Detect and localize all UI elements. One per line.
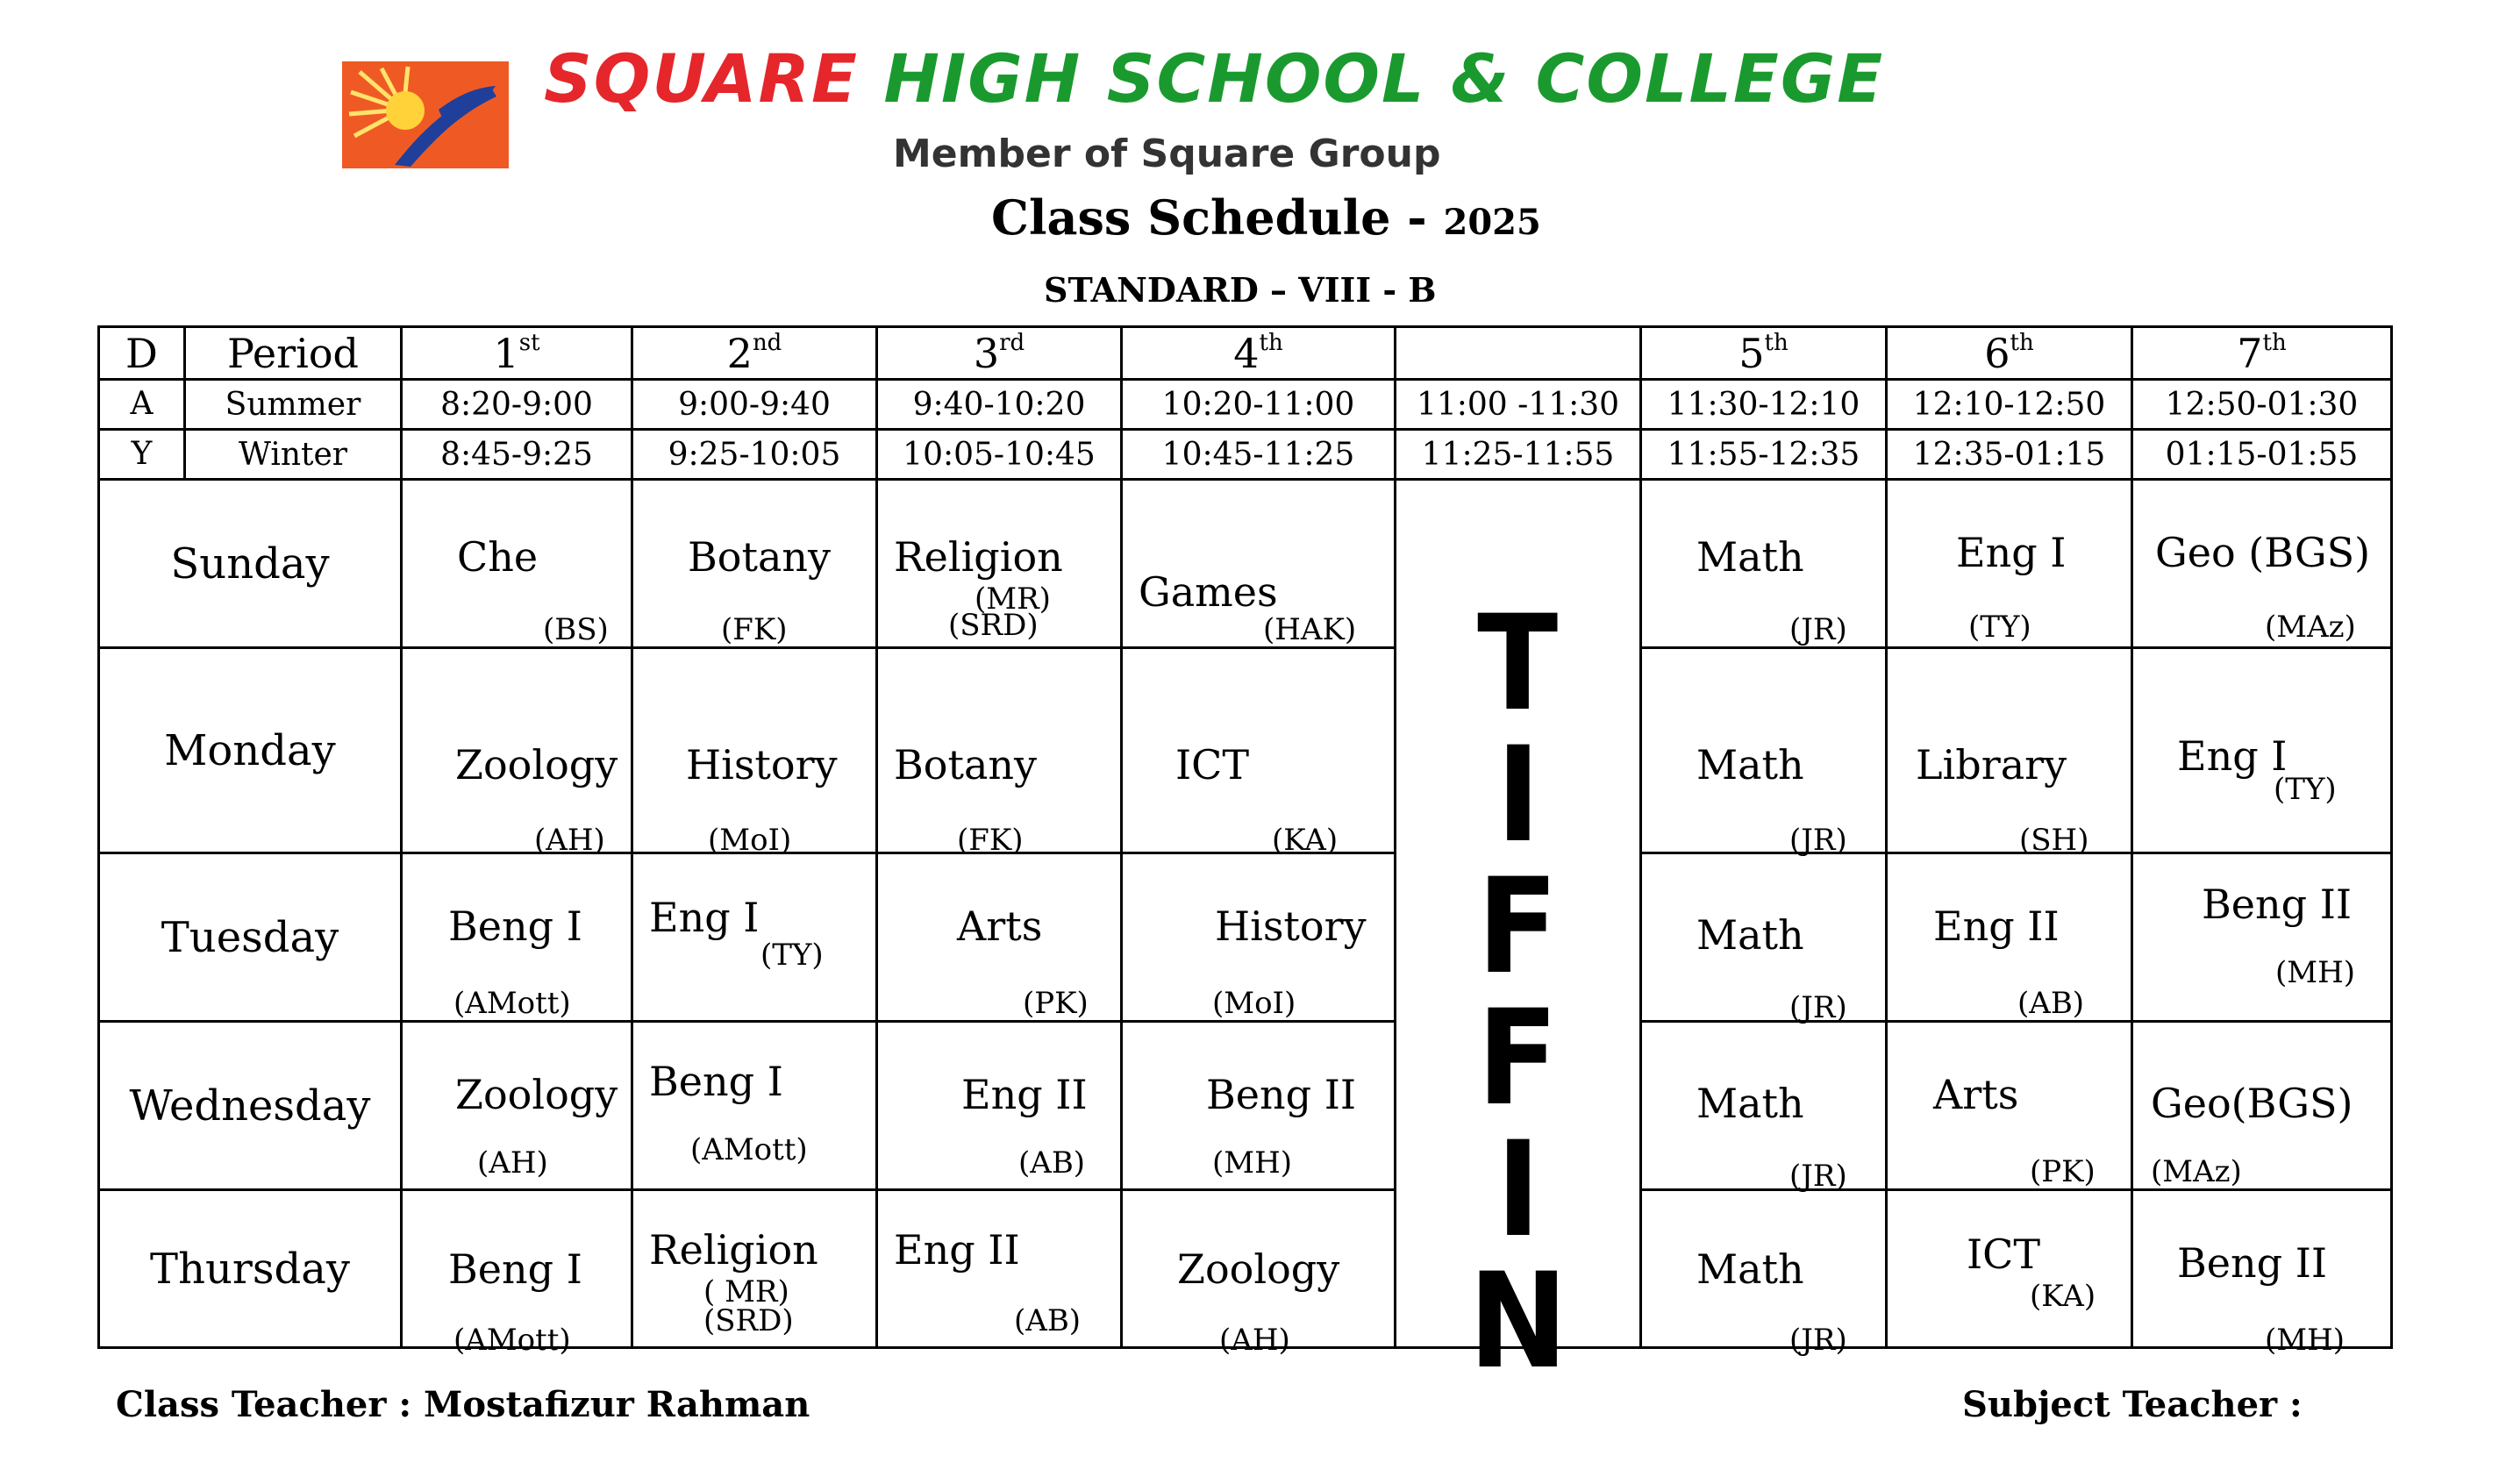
class-slot — [2132, 648, 2392, 853]
winter-time: 10:05-10:45 — [877, 430, 1122, 480]
class-schedule-table — [97, 325, 2393, 1398]
period-number: 4 — [1233, 329, 1260, 377]
teacher-code: (PK) — [2030, 1154, 2096, 1189]
class-slot — [1641, 480, 1887, 648]
class-slot — [402, 1022, 632, 1190]
class-slot — [2132, 1190, 2392, 1358]
subject: Library — [1916, 741, 2067, 788]
teacher-code: (AB) — [1014, 1303, 1082, 1338]
class-slot — [1122, 648, 1396, 858]
teacher-code: (JR) — [1789, 1323, 1847, 1358]
winter-time: 10:45-11:25 — [1122, 430, 1396, 480]
teacher-code: (MAz) — [2151, 1154, 2242, 1189]
teacher-code: (HAK) — [1263, 612, 1357, 647]
teacher-code: (JR) — [1789, 823, 1847, 858]
period-number: 3 — [973, 329, 1000, 377]
teacher-code: (JR) — [1789, 1159, 1847, 1194]
class-slot — [1887, 1190, 2132, 1348]
winter-time: 9:25-10:05 — [632, 430, 877, 480]
period-suffix: th — [2262, 329, 2287, 356]
summer-time: 8:20-9:00 — [402, 380, 632, 430]
subject: Beng II — [1206, 1071, 1357, 1118]
day-name: Monday — [99, 648, 402, 853]
teacher-code: ( MR) — [703, 1274, 789, 1309]
header-row — [99, 327, 2392, 380]
subject: Beng I — [448, 1245, 582, 1293]
period-number: 7 — [2237, 329, 2263, 377]
class-slot — [2132, 853, 2392, 1022]
subject: Zoology — [455, 1071, 618, 1118]
subject-teacher: Subject Teacher : — [1962, 1384, 2303, 1425]
period-header — [632, 327, 877, 380]
school-name-part2: HIGH SCHOOL & COLLEGE — [883, 39, 1885, 118]
tiffin-letter: I — [1496, 1113, 1540, 1266]
subject: History — [1215, 903, 1367, 950]
teacher-code: (MoI) — [708, 823, 792, 858]
subject: Botany — [894, 741, 1038, 788]
class-slot — [1887, 1022, 2132, 1190]
day-name: Sunday — [99, 480, 402, 648]
period-number: 5 — [1739, 329, 1765, 377]
teacher-code: (AMott) — [453, 986, 571, 1021]
subject: Religion — [894, 533, 1063, 581]
period-header — [1641, 327, 1887, 380]
teacher-code: (SH) — [2019, 823, 2089, 858]
tiffin-letter: N — [1467, 1245, 1567, 1398]
teacher-code: (AH) — [1219, 1323, 1290, 1358]
subject: Arts — [1933, 1071, 2019, 1118]
subject: Math — [1696, 741, 1804, 788]
class-slot — [402, 648, 632, 858]
subject: Eng II — [1933, 903, 2060, 950]
class-slot — [1641, 648, 1887, 858]
summer-time: 12:10-12:50 — [1887, 380, 2132, 430]
class-slot — [877, 853, 1122, 1022]
period-number: 2 — [726, 329, 753, 377]
teacher-code: (AB) — [2017, 986, 2085, 1021]
class-teacher: Class Teacher : Mostafizur Rahman — [116, 1384, 810, 1425]
subject: Eng I — [649, 894, 760, 941]
teacher-code: (TY) — [760, 938, 824, 973]
day-letter: A — [99, 380, 185, 430]
day-row — [99, 480, 2392, 648]
summer-label: Summer — [185, 380, 402, 430]
period-suffix: rd — [999, 329, 1025, 356]
teacher-code: (MoI) — [1212, 986, 1296, 1021]
class-slot — [632, 1022, 877, 1190]
school-logo — [342, 61, 509, 168]
day-row — [99, 1022, 2392, 1190]
subject: Eng I — [2177, 732, 2288, 780]
teacher-code: (JR) — [1789, 990, 1847, 1025]
subject: ICT — [1175, 741, 1250, 788]
period-number: 6 — [1984, 329, 2010, 377]
class-slot — [632, 853, 877, 1022]
summer-time: 10:20-11:00 — [1122, 380, 1396, 430]
class-slot — [877, 1022, 1122, 1190]
class-slot — [1641, 853, 1887, 1025]
class-slot — [877, 1190, 1122, 1348]
winter-time: 11:55-12:35 — [1641, 430, 1887, 480]
period-header — [1396, 327, 1641, 380]
teacher-code: (AH) — [477, 1145, 548, 1181]
class-slot — [632, 648, 877, 858]
tiffin-letters — [1396, 587, 1639, 1398]
subject: Geo(BGS) — [2151, 1080, 2353, 1127]
schedule-title-text: Class Schedule - — [991, 189, 1427, 246]
teacher-code-2: (SRD) — [948, 608, 1039, 643]
subject: ICT — [1967, 1231, 2041, 1278]
teacher-code: (AMott) — [453, 1323, 571, 1358]
class-slot — [632, 480, 877, 648]
schedule-year: 2025 — [1443, 202, 1541, 243]
day-letter: Y — [99, 430, 185, 480]
class-slot — [1122, 1190, 1396, 1358]
class-slot — [2132, 480, 2392, 648]
subject: History — [686, 741, 838, 788]
summer-time: 11:00 -11:30 — [1396, 380, 1641, 430]
day-row — [99, 648, 2392, 853]
subject: Che — [457, 533, 539, 581]
class-slot — [877, 648, 1122, 858]
subject: Math — [1696, 533, 1804, 581]
school-name — [544, 39, 1885, 118]
period-suffix: th — [2010, 329, 2034, 356]
subject: Math — [1696, 1080, 1804, 1127]
winter-time: 8:45-9:25 — [402, 430, 632, 480]
header-row — [99, 380, 2392, 430]
teacher-code: (KA) — [1272, 823, 1339, 858]
day-row — [99, 1190, 2392, 1348]
subject: Botany — [688, 533, 832, 581]
subject: Beng II — [2202, 881, 2353, 928]
class-slot — [632, 1190, 877, 1348]
summer-time: 9:00-9:40 — [632, 380, 877, 430]
period-suffix: th — [1764, 329, 1789, 356]
day-name: Wednesday — [99, 1022, 402, 1190]
class-slot — [877, 480, 1122, 648]
winter-time: 01:15-01:55 — [2132, 430, 2392, 480]
teacher-code: (PK) — [1023, 986, 1089, 1021]
class-slot — [1122, 853, 1396, 1022]
subject: Zoology — [1177, 1245, 1340, 1293]
tiffin-letter: I — [1496, 718, 1540, 872]
teacher-code: (AB) — [1018, 1145, 1086, 1181]
teacher-code: (JR) — [1789, 612, 1847, 647]
period-suffix: st — [518, 329, 540, 356]
class-slot — [402, 1190, 632, 1358]
winter-label: Winter — [185, 430, 402, 480]
subject: Math — [1696, 911, 1804, 959]
day-name: Tuesday — [99, 853, 402, 1022]
period-number: 1 — [493, 329, 519, 377]
teacher-code: (TY) — [2274, 772, 2337, 807]
teacher-code: (BS) — [543, 612, 609, 647]
tiffin-break — [1396, 480, 1641, 1398]
class-slot — [1122, 1022, 1396, 1190]
teacher-code: (MH) — [2265, 1323, 2345, 1358]
teacher-code: (AMott) — [690, 1132, 808, 1167]
class-slot — [402, 853, 632, 1022]
teacher-code: (AH) — [534, 823, 605, 858]
class-slot — [402, 480, 632, 648]
class-slot — [1887, 480, 2132, 648]
class-slot — [2132, 1022, 2392, 1190]
tiffin-letter: T — [1477, 587, 1559, 740]
header-row — [99, 430, 2392, 480]
standard-label: STANDARD – VIII - B — [1044, 270, 1437, 310]
subject: Beng I — [649, 1058, 783, 1105]
winter-time: 11:25-11:55 — [1396, 430, 1641, 480]
teacher-code: (KA) — [2030, 1279, 2096, 1314]
day-row — [99, 853, 2392, 1022]
period-label: Period — [185, 327, 402, 380]
period-header — [877, 327, 1122, 380]
subject: Beng II — [2177, 1239, 2328, 1287]
teacher-code-2: (SRD) — [703, 1303, 794, 1338]
subject: Religion — [649, 1226, 818, 1274]
subject: Arts — [957, 903, 1043, 950]
subject: Eng II — [961, 1071, 1088, 1118]
teacher-code: (MH) — [1212, 1145, 1292, 1181]
subtitle: Member of Square Group — [893, 132, 1441, 176]
teacher-code: (MAz) — [2265, 610, 2356, 645]
class-slot — [1887, 648, 2132, 858]
schedule-title — [991, 189, 1541, 246]
subject: Beng I — [448, 903, 582, 950]
period-header — [1887, 327, 2132, 380]
subject: Geo (BGS) — [2155, 529, 2371, 576]
period-header — [1122, 327, 1396, 380]
class-slot — [1641, 1190, 1887, 1358]
teacher-code: (TY) — [1968, 610, 2031, 645]
teacher-code: (MR) — [975, 581, 1051, 617]
tiffin-letter: F — [1477, 850, 1559, 1003]
class-slot — [1887, 853, 2132, 1022]
class-slot — [1641, 1022, 1887, 1194]
period-suffix: nd — [752, 329, 782, 356]
period-header — [2132, 327, 2392, 380]
summer-time: 9:40-10:20 — [877, 380, 1122, 430]
subject: Math — [1696, 1245, 1804, 1293]
subject: Eng I — [1956, 529, 2067, 576]
teacher-code: (FK) — [721, 612, 788, 647]
day-letter: D — [99, 327, 185, 380]
subject: Games — [1139, 568, 1278, 616]
school-name-part1: SQUARE — [544, 39, 859, 118]
period-header — [402, 327, 632, 380]
subject: Zoology — [455, 741, 618, 788]
teacher-code: (FK) — [957, 823, 1024, 858]
teacher-code: (MH) — [2275, 955, 2355, 990]
summer-time: 11:30-12:10 — [1641, 380, 1887, 430]
summer-time: 12:50-01:30 — [2132, 380, 2392, 430]
class-slot — [1122, 480, 1396, 648]
subject: Eng II — [894, 1226, 1020, 1274]
period-suffix: th — [1259, 329, 1283, 356]
winter-time: 12:35-01:15 — [1887, 430, 2132, 480]
tiffin-letter: F — [1477, 981, 1559, 1135]
day-name: Thursday — [99, 1190, 402, 1348]
